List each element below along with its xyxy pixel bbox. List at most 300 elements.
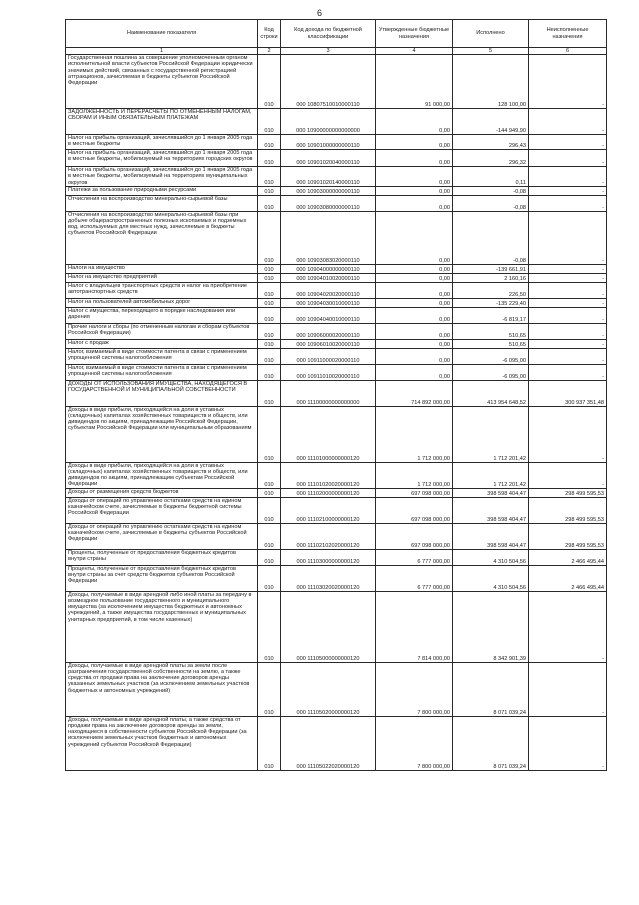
row-name-cell — [66, 282, 258, 298]
row-code-cell — [258, 282, 281, 298]
row-executed-cell — [453, 282, 529, 298]
row-kbk-cell — [281, 186, 376, 195]
row-name: Доходы, получаемые в виде арендной либо иной платы за передачу в возмездное пользование государственного и муниципального имущества (за исключением имущества бюджетных и автономных учреждений, а также имущества государственных и муниципальных унитарных предприятий, в том числе казенных) — [68, 591, 252, 623]
table-row — [66, 167, 607, 187]
row-unexecuted-cell — [529, 591, 607, 662]
row-code: 010 — [264, 316, 274, 323]
row-unexecuted-cell — [529, 150, 607, 167]
row-name-cell — [66, 462, 258, 488]
row-kbk-cell — [281, 406, 376, 462]
row-kbk: 000 10903080000000110 — [296, 204, 360, 211]
row-approved: 0,00 — [439, 332, 450, 339]
row-name-cell — [66, 109, 258, 135]
row-name-cell — [66, 488, 258, 497]
row-name: Отчисления на воспроизводство минерально-сырьевой базы — [68, 195, 228, 202]
row-unexecuted: - — [602, 655, 604, 662]
table-row — [66, 348, 607, 364]
row-unexecuted: - — [602, 143, 604, 149]
row-executed: 128 100,00 — [498, 102, 526, 108]
row-executed: 4 310 504,56 — [493, 558, 526, 565]
row-approved-cell — [376, 497, 453, 523]
row-code-cell — [258, 186, 281, 195]
row-code-cell — [258, 549, 281, 565]
row-executed: 8 342 901,39 — [493, 655, 526, 662]
row-name: Доходы от операций по управлению остатками средств на едином казначейском счете, зачисляемые в бюджеты бюджетной системы Российской Федерации — [68, 497, 242, 517]
row-executed-cell — [453, 195, 529, 211]
row-unexecuted-cell — [529, 497, 607, 523]
row-code: 010 — [264, 341, 274, 348]
row-code-cell — [258, 298, 281, 307]
row-unexecuted-cell — [529, 549, 607, 565]
row-approved-cell — [376, 135, 453, 150]
row-executed-cell — [453, 364, 529, 380]
row-executed: -6 819,17 — [502, 316, 526, 323]
row-kbk: 000 11105000000000120 — [296, 655, 360, 662]
row-kbk-cell — [281, 109, 376, 135]
row-unexecuted: 298 499 595,53 — [565, 490, 604, 497]
table-row — [66, 55, 607, 109]
row-code-cell — [258, 662, 281, 716]
row-name-cell — [66, 298, 258, 307]
row-approved-cell — [376, 591, 453, 662]
row-executed-cell — [453, 109, 529, 135]
row-unexecuted-cell — [529, 348, 607, 364]
row-approved: 0,00 — [439, 128, 450, 134]
row-unexecuted: - — [602, 257, 604, 264]
row-name: Налог, взимаемый в виде стоимости патента в связи с применением упрощенной системы налогообложения — [68, 348, 247, 362]
row-unexecuted-cell — [529, 298, 607, 307]
row-executed: 510,65 — [508, 332, 526, 339]
row-approved-cell — [376, 549, 453, 565]
row-approved-cell — [376, 186, 453, 195]
row-unexecuted: - — [602, 300, 604, 307]
row-executed-cell — [453, 497, 529, 523]
row-approved-cell — [376, 167, 453, 187]
row-kbk: 000 10807510010000110 — [296, 102, 360, 108]
row-approved: 6 777 000,00 — [417, 584, 450, 591]
row-unexecuted: - — [602, 373, 604, 380]
row-kbk-cell — [281, 282, 376, 298]
row-kbk-cell — [281, 298, 376, 307]
row-name: Налог, взимаемый в виде стоимости патента в связи с применением упрощенной системы налогообложения — [68, 364, 247, 378]
table-row — [66, 307, 607, 323]
row-kbk: 000 10904030010000110 — [296, 300, 360, 307]
row-code: 010 — [264, 204, 274, 211]
row-approved: 1 712 000,00 — [417, 481, 450, 488]
row-kbk: 000 10903083020000110 — [296, 257, 360, 264]
row-executed: 226,50 — [508, 291, 526, 298]
row-unexecuted-cell — [529, 109, 607, 135]
row-name: ДОХОДЫ ОТ ИСПОЛЬЗОВАНИЯ ИМУЩЕСТВА, НАХОДЯЩЕГОСЯ В ГОСУДАРСТВЕННОЙ И МУНИЦИПАЛЬНОЙ СОБСТВЕННОСТИ — [68, 380, 248, 394]
row-executed-cell — [453, 264, 529, 273]
row-code: 010 — [264, 490, 274, 497]
row-kbk: 000 11101020020000120 — [296, 481, 360, 488]
row-unexecuted-cell — [529, 323, 607, 339]
row-unexecuted: 2 466 495,44 — [571, 584, 604, 591]
row-executed: -144 949,90 — [496, 128, 526, 134]
row-approved-cell — [376, 307, 453, 323]
row-kbk: 000 10904020020000110 — [296, 291, 360, 298]
row-code: 010 — [264, 357, 274, 364]
row-unexecuted-cell — [529, 167, 607, 187]
row-unexecuted-cell — [529, 264, 607, 273]
page-number: 6 — [316, 8, 322, 18]
row-approved: 6 777 000,00 — [417, 558, 450, 565]
row-kbk: 000 11103000000000120 — [296, 558, 360, 565]
table-row — [66, 186, 607, 195]
row-approved-cell — [376, 380, 453, 406]
row-kbk: 000 10906010020000110 — [296, 341, 360, 348]
row-name: Доходы, получаемые в виде арендной платы, а также средства от продажи права на заключение договоров аренды за земли, находящиеся в собственности субъектов Российской Федерации (за исключением земельных участков бюджетных и автономных учреждений субъектов Российской Федерации) — [68, 716, 247, 748]
row-executed-cell — [453, 488, 529, 497]
row-kbk-cell — [281, 348, 376, 364]
row-kbk: 000 11100000000000000 — [296, 399, 360, 406]
row-unexecuted: - — [602, 160, 604, 166]
row-code: 010 — [264, 179, 274, 186]
row-approved: 7 800 000,00 — [417, 763, 450, 770]
row-unexecuted: - — [602, 204, 604, 211]
row-code-cell — [258, 264, 281, 273]
row-executed: 413 954 648,52 — [487, 399, 526, 406]
row-code-cell — [258, 339, 281, 348]
row-name-cell — [66, 348, 258, 364]
row-approved: 0,00 — [439, 160, 450, 166]
row-name-cell — [66, 186, 258, 195]
row-approved: 697 098 000,00 — [411, 542, 450, 549]
table-row — [66, 591, 607, 662]
column-number: 3 — [281, 48, 376, 55]
row-unexecuted-cell — [529, 716, 607, 770]
row-executed-cell — [453, 591, 529, 662]
row-name-cell — [66, 273, 258, 282]
row-approved: 7 800 000,00 — [417, 709, 450, 716]
row-code-cell — [258, 323, 281, 339]
row-approved: 714 892 000,00 — [411, 399, 450, 406]
table-row — [66, 135, 607, 150]
row-unexecuted-cell — [529, 135, 607, 150]
row-name: Налог на прибыль организаций, зачислявшийся до 1 января 2005 года в местные бюджеты, мобилизуемый на территориях муниципальных округов — [68, 167, 253, 186]
row-kbk-cell — [281, 307, 376, 323]
row-kbk: 000 11101000000000120 — [296, 455, 360, 462]
header-kbk: Код дохода по бюджетной классификации — [281, 20, 376, 48]
row-code: 010 — [264, 257, 274, 264]
header-code: Код строки — [258, 20, 281, 48]
row-unexecuted: 298 499 595,53 — [565, 542, 604, 549]
row-kbk: 000 10901020140000110 — [296, 179, 360, 186]
row-executed-cell — [453, 135, 529, 150]
table-row — [66, 195, 607, 211]
row-code-cell — [258, 716, 281, 770]
row-name: Государственная пошлина за совершение уполномоченным органом исполнительной власти субъектов Российской Федерации юридически значимых действий, связанных с государственной регистрацией аттракционов, зачисляемая в бюджеты субъектов Российской Федерации — [68, 55, 253, 87]
table-row — [66, 298, 607, 307]
row-executed-cell — [453, 211, 529, 264]
row-unexecuted: - — [602, 763, 604, 770]
table-row — [66, 462, 607, 488]
table-row — [66, 565, 607, 591]
row-code: 010 — [264, 128, 274, 134]
row-executed-cell — [453, 167, 529, 187]
row-kbk-cell — [281, 497, 376, 523]
row-executed-cell — [453, 380, 529, 406]
row-unexecuted-cell — [529, 523, 607, 549]
row-executed-cell — [453, 55, 529, 109]
row-name-cell — [66, 150, 258, 167]
row-code: 010 — [264, 160, 274, 166]
row-name-cell — [66, 523, 258, 549]
row-code: 010 — [264, 763, 274, 770]
row-approved: 0,00 — [439, 188, 450, 195]
row-approved-cell — [376, 523, 453, 549]
row-kbk: 000 11105020000000120 — [296, 709, 360, 716]
table-row — [66, 323, 607, 339]
row-approved-cell — [376, 462, 453, 488]
row-name-cell — [66, 211, 258, 264]
row-code-cell — [258, 497, 281, 523]
row-kbk: 000 11102000000000120 — [296, 490, 360, 497]
row-executed-cell — [453, 323, 529, 339]
row-code-cell — [258, 488, 281, 497]
row-kbk-cell — [281, 264, 376, 273]
row-code-cell — [258, 135, 281, 150]
row-approved: 0,00 — [439, 291, 450, 298]
table-row — [66, 339, 607, 348]
row-code: 010 — [264, 300, 274, 307]
row-approved-cell — [376, 323, 453, 339]
row-name-cell — [66, 135, 258, 150]
row-executed: 0,11 — [515, 179, 526, 186]
row-kbk-cell — [281, 135, 376, 150]
table-row — [66, 211, 607, 264]
row-executed-cell — [453, 273, 529, 282]
row-name: Доходы в виде прибыли, приходящейся на доли в уставных (складочных) капиталах хозяйственных товариществ и обществ, или дивидендов по акциям, принадлежащим субъектам Российской Федерации — [68, 462, 248, 488]
table-row — [66, 273, 607, 282]
row-approved-cell — [376, 716, 453, 770]
row-kbk: 000 11105022020000120 — [296, 763, 360, 770]
row-executed: 296,43 — [508, 143, 526, 149]
row-kbk: 000 10904000000000110 — [296, 266, 360, 273]
row-unexecuted: - — [602, 188, 604, 195]
row-executed: -0,08 — [513, 257, 526, 264]
row-unexecuted: - — [602, 357, 604, 364]
row-executed-cell — [453, 186, 529, 195]
row-name: Платежи за пользование природными ресурсами — [68, 186, 197, 193]
row-name: Налог на прибыль организаций, зачислявшийся до 1 января 2005 года в местные бюджеты, мобилизуемый на территориях городских округов — [68, 150, 253, 163]
row-name-cell — [66, 339, 258, 348]
table-header-row — [66, 20, 607, 48]
row-unexecuted-cell — [529, 380, 607, 406]
row-executed: 398 598 404,47 — [487, 516, 526, 523]
table-body — [66, 55, 607, 771]
row-executed: 1 712 201,42 — [493, 455, 526, 462]
row-kbk: 000 10901020040000110 — [296, 160, 360, 166]
row-approved-cell — [376, 150, 453, 167]
row-executed-cell — [453, 662, 529, 716]
row-name: ЗАДОЛЖЕННОСТЬ И ПЕРЕРАСЧЕТЫ ПО ОТМЕНЕННЫМ НАЛОГАМ, СБОРАМ И ИНЫМ ОБЯЗАТЕЛЬНЫМ ПЛАТЕЖАМ — [68, 109, 252, 122]
row-code: 010 — [264, 399, 274, 406]
column-number: 5 — [453, 48, 529, 55]
table-row — [66, 282, 607, 298]
row-kbk-cell — [281, 323, 376, 339]
row-unexecuted: - — [602, 179, 604, 186]
row-name-cell — [66, 195, 258, 211]
row-name-cell — [66, 549, 258, 565]
row-name: Прочие налоги и сборы (по отмененным налогам и сборам субъектов Российской Федерации) — [68, 323, 250, 337]
row-executed-cell — [453, 150, 529, 167]
row-name: Проценты, полученные от предоставления бюджетных кредитов внутри страны за счет средств бюджетов субъектов Российской Федерации — [68, 565, 237, 585]
row-unexecuted-cell — [529, 186, 607, 195]
row-unexecuted: - — [602, 275, 604, 282]
row-executed-cell — [453, 549, 529, 565]
row-name-cell — [66, 591, 258, 662]
row-unexecuted: 300 937 351,48 — [565, 399, 604, 406]
row-name: Налог с продаж — [68, 339, 109, 346]
report-table — [65, 19, 607, 771]
row-name: Налог на имущество предприятий — [68, 273, 157, 280]
row-approved-cell — [376, 55, 453, 109]
row-kbk: 000 10904040010000110 — [296, 316, 360, 323]
row-unexecuted: - — [602, 128, 604, 134]
row-executed: 510,65 — [508, 341, 526, 348]
row-kbk-cell — [281, 462, 376, 488]
row-approved: 0,00 — [439, 275, 450, 282]
row-approved-cell — [376, 339, 453, 348]
table-row — [66, 497, 607, 523]
table-row — [66, 549, 607, 565]
row-kbk-cell — [281, 380, 376, 406]
column-number: 6 — [529, 48, 607, 55]
row-approved-cell — [376, 406, 453, 462]
row-kbk: 000 10903000000000110 — [296, 188, 360, 195]
row-executed: 1 712 201,42 — [493, 481, 526, 488]
header-approved: Утвержденные бюджетные назначения — [376, 20, 453, 48]
row-approved: 0,00 — [439, 341, 450, 348]
row-unexecuted-cell — [529, 662, 607, 716]
table-row — [66, 264, 607, 273]
row-kbk-cell — [281, 339, 376, 348]
table-row — [66, 716, 607, 770]
row-name-cell — [66, 264, 258, 273]
row-code: 010 — [264, 332, 274, 339]
table-row — [66, 380, 607, 406]
row-name: Налог с имущества, переходящего в порядке наследования или дарения — [68, 307, 236, 321]
column-number: 4 — [376, 48, 453, 55]
row-code: 010 — [264, 542, 274, 549]
row-executed: -6 095,00 — [502, 373, 526, 380]
row-executed: -0,08 — [513, 188, 526, 195]
row-code-cell — [258, 565, 281, 591]
table-row — [66, 109, 607, 135]
row-approved-cell — [376, 211, 453, 264]
row-unexecuted: - — [602, 332, 604, 339]
row-code: 010 — [264, 584, 274, 591]
row-executed-cell — [453, 348, 529, 364]
row-kbk: 000 11102100000000120 — [296, 516, 360, 523]
row-unexecuted: - — [602, 481, 604, 488]
row-unexecuted-cell — [529, 282, 607, 298]
column-number: 2 — [258, 48, 281, 55]
row-unexecuted-cell — [529, 339, 607, 348]
row-unexecuted-cell — [529, 211, 607, 264]
row-code-cell — [258, 167, 281, 187]
row-kbk-cell — [281, 364, 376, 380]
header-name: Наименование показателя — [66, 20, 258, 48]
row-name-cell — [66, 364, 258, 380]
row-name: Налоги на имущество — [68, 264, 125, 271]
row-code: 010 — [264, 655, 274, 662]
row-unexecuted: - — [602, 455, 604, 462]
row-executed: 398 598 404,47 — [487, 490, 526, 497]
row-unexecuted: - — [602, 291, 604, 298]
header-executed: Исполнено — [453, 20, 529, 48]
row-executed-cell — [453, 565, 529, 591]
header-unexecuted: Неисполненные назначения — [529, 20, 607, 48]
table-row — [66, 150, 607, 167]
row-approved-cell — [376, 109, 453, 135]
row-name-cell — [66, 380, 258, 406]
row-approved-cell — [376, 488, 453, 497]
row-unexecuted: - — [602, 341, 604, 348]
row-code-cell — [258, 523, 281, 549]
row-executed-cell — [453, 462, 529, 488]
row-approved-cell — [376, 364, 453, 380]
row-name: Налог с владельцев транспортных средств и налог на приобретение автотранспортных средств — [68, 282, 247, 296]
row-name: Доходы, получаемые в виде арендной платы за земли после разграничения государственной собственности на землю, а также средства от продажи права на заключение договоров аренды указанных земельных участков (за исключением земельных участков бюджетных и автономных учреждений) — [68, 662, 250, 694]
table-row — [66, 406, 607, 462]
row-name: Доходы в виде прибыли, приходящейся на доли в уставных (складочных) капиталах хозяйственных товариществ и обществ, или дивидендов по акциям, принадлежащим Российской Федерации, субъектам Российской Федерации или муниципальным образованиям — [68, 406, 252, 432]
row-approved: 0,00 — [439, 300, 450, 307]
row-executed-cell — [453, 523, 529, 549]
row-code-cell — [258, 109, 281, 135]
row-code: 010 — [264, 516, 274, 523]
row-approved-cell — [376, 195, 453, 211]
row-unexecuted-cell — [529, 364, 607, 380]
row-unexecuted-cell — [529, 565, 607, 591]
table-row — [66, 662, 607, 716]
row-approved: 1 712 000,00 — [417, 455, 450, 462]
row-approved: 697 098 000,00 — [411, 516, 450, 523]
row-unexecuted-cell — [529, 488, 607, 497]
row-code: 010 — [264, 143, 274, 149]
column-number-row — [66, 48, 607, 55]
row-unexecuted-cell — [529, 55, 607, 109]
row-kbk: 000 10911000020000110 — [296, 357, 360, 364]
row-kbk-cell — [281, 273, 376, 282]
row-code-cell — [258, 380, 281, 406]
row-executed: 8 071 039,24 — [493, 709, 526, 716]
row-kbk: 000 10906000020000110 — [296, 332, 360, 339]
row-code: 010 — [264, 102, 274, 108]
row-unexecuted-cell — [529, 462, 607, 488]
row-unexecuted: - — [602, 709, 604, 716]
row-approved: 0,00 — [439, 357, 450, 364]
row-executed: -139 661,91 — [496, 266, 526, 273]
table-row — [66, 523, 607, 549]
row-kbk-cell — [281, 195, 376, 211]
row-code-cell — [258, 273, 281, 282]
row-unexecuted: - — [602, 102, 604, 108]
row-executed: -135 229,40 — [496, 300, 526, 307]
row-executed-cell — [453, 716, 529, 770]
row-code-cell — [258, 307, 281, 323]
row-approved-cell — [376, 282, 453, 298]
row-unexecuted-cell — [529, 307, 607, 323]
row-code: 010 — [264, 275, 274, 282]
row-approved: 0,00 — [439, 316, 450, 323]
row-kbk-cell — [281, 523, 376, 549]
row-code: 010 — [264, 266, 274, 273]
row-executed-cell — [453, 307, 529, 323]
row-code-cell — [258, 364, 281, 380]
